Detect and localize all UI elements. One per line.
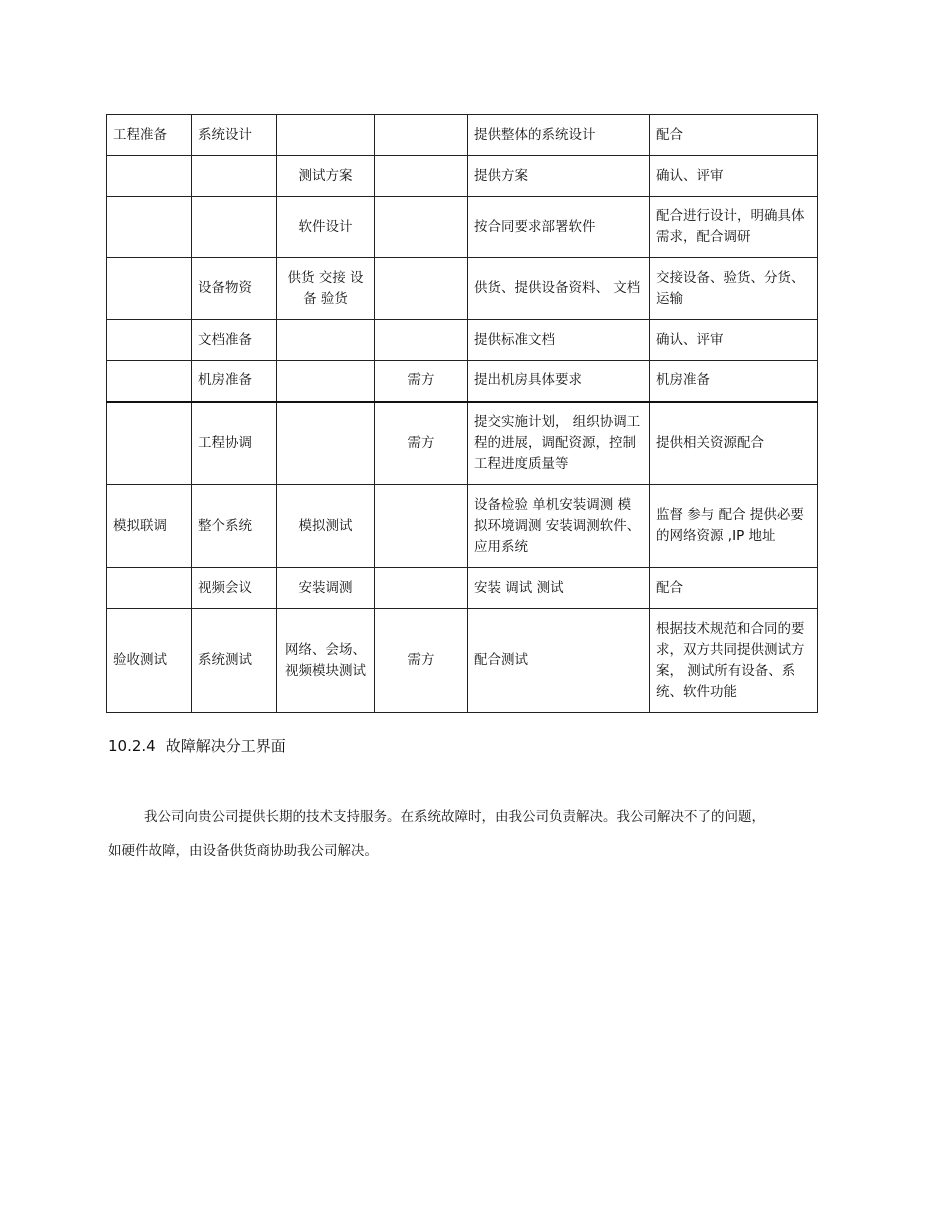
table-row	[107, 361, 818, 402]
table-row	[107, 320, 818, 361]
section-heading	[108, 735, 286, 756]
table-cell: 确认、评审	[650, 156, 818, 197]
table-cell	[375, 115, 468, 156]
table-cell: 机房准备	[650, 361, 818, 402]
table-row	[107, 197, 818, 258]
table-cell: 提供相关资源配合	[650, 402, 818, 485]
table-cell: 机房准备	[192, 361, 277, 402]
table-cell: 配合测试	[468, 609, 650, 713]
table-cell	[107, 361, 192, 402]
table-cell: 模拟测试	[277, 485, 375, 568]
table-cell: 模拟联调	[107, 485, 192, 568]
table-cell	[375, 156, 468, 197]
table-cell: 提供整体的系统设计	[468, 115, 650, 156]
table-cell: 需方	[375, 402, 468, 485]
table-cell: 交接设备、验货、分货、运输	[650, 258, 818, 320]
table-cell: 文档准备	[192, 320, 277, 361]
table-cell	[375, 197, 468, 258]
table-cell: 供货 交接 设备 验货	[277, 258, 375, 320]
table-cell: 安装调测	[277, 568, 375, 609]
table-row	[107, 568, 818, 609]
table-cell: 工程协调	[192, 402, 277, 485]
table-cell: 根据技术规范和合同的要求，双方共同提供测试方案， 测试所有设备、系统、软件功能	[650, 609, 818, 713]
table-cell	[375, 485, 468, 568]
table-cell: 安装 调试 测试	[468, 568, 650, 609]
table-cell	[375, 258, 468, 320]
table-cell: 需方	[375, 609, 468, 713]
table-cell: 软件设计	[277, 197, 375, 258]
section-title: 故障解决分工界面	[165, 737, 286, 755]
table-cell	[375, 568, 468, 609]
table-cell: 网络、会场、视频模块测试	[277, 609, 375, 713]
table-cell	[107, 568, 192, 609]
table-cell: 工程准备	[107, 115, 192, 156]
table-cell	[107, 320, 192, 361]
table-cell: 提供方案	[468, 156, 650, 197]
table-row	[107, 156, 818, 197]
table-cell	[192, 197, 277, 258]
table-cell	[107, 258, 192, 320]
table-cell	[277, 320, 375, 361]
table-cell	[375, 320, 468, 361]
table-cell: 系统测试	[192, 609, 277, 713]
table-cell: 确认、评审	[650, 320, 818, 361]
table-cell	[107, 402, 192, 485]
body-paragraph: 我公司向贵公司提供长期的技术支持服务。在系统故障时，由我公司负责解决。我公司解决不了的问题，如硬件故障，由设备供货商协助我公司解决。	[108, 809, 765, 859]
table-row	[107, 115, 818, 156]
table-cell: 配合进行设计，明确具体需求，配合调研	[650, 197, 818, 258]
table-row	[107, 609, 818, 713]
table-row	[107, 258, 818, 320]
table-cell: 设备检验 单机安装调测 模拟环境调测 安装调测软件、应用系统	[468, 485, 650, 568]
table-cell: 设备物资	[192, 258, 277, 320]
table-cell	[192, 156, 277, 197]
division-of-work-table	[106, 114, 818, 713]
section-number: 10.2.4	[108, 737, 156, 755]
table-row	[107, 485, 818, 568]
table-cell: 整个系统	[192, 485, 277, 568]
table-cell: 配合	[650, 115, 818, 156]
table-cell: 验收测试	[107, 609, 192, 713]
table-cell: 视频会议	[192, 568, 277, 609]
table-cell: 提供标准文档	[468, 320, 650, 361]
table-cell: 提出机房具体要求	[468, 361, 650, 402]
table-cell: 测试方案	[277, 156, 375, 197]
table-cell: 需方	[375, 361, 468, 402]
table-cell: 系统设计	[192, 115, 277, 156]
table-cell	[107, 156, 192, 197]
table-cell	[277, 361, 375, 402]
table-cell	[277, 115, 375, 156]
table-cell: 按合同要求部署软件	[468, 197, 650, 258]
table-cell: 提交实施计划， 组织协调工程的进展，调配资源，控制工程进度质量等	[468, 402, 650, 485]
table-cell	[277, 402, 375, 485]
table-cell: 监督 参与 配合 提供必要的网络资源 ,IP 地址	[650, 485, 818, 568]
table-row	[107, 402, 818, 485]
table-cell: 供货、提供设备资料、 文档	[468, 258, 650, 320]
table-cell	[107, 197, 192, 258]
table-cell: 配合	[650, 568, 818, 609]
